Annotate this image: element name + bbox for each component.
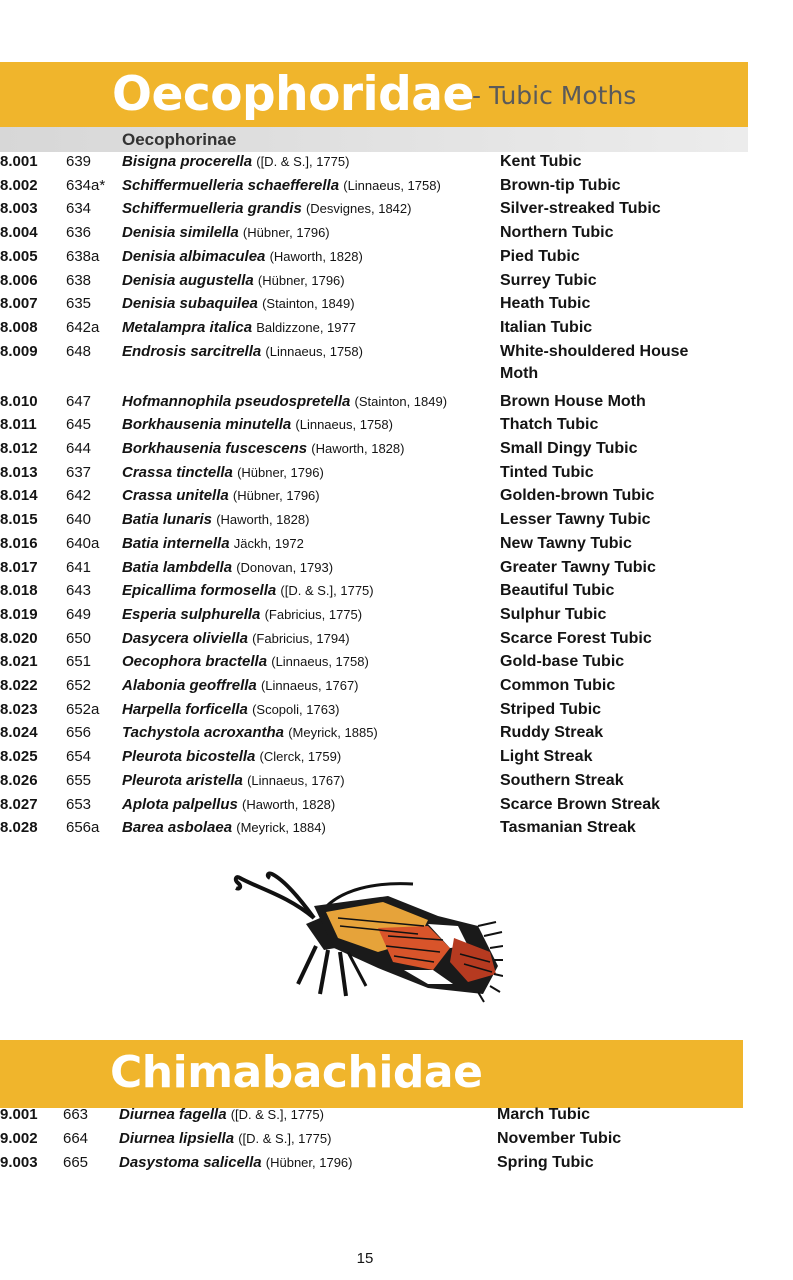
- common-name: Ruddy Streak: [500, 724, 604, 742]
- scientific-name: [122, 724, 378, 741]
- common-name: Scarce Brown Streak: [500, 795, 661, 813]
- old-number: 651: [66, 653, 92, 671]
- old-number: 655: [66, 771, 92, 789]
- common-name: Tasmanian Streak: [500, 819, 636, 837]
- checklist-number: 8.027: [0, 795, 38, 813]
- checklist-number: 8.007: [0, 295, 38, 313]
- species-row: [0, 272, 793, 296]
- species-author: (Linnaeus, 1758): [265, 343, 363, 359]
- scientific-name: [119, 1130, 331, 1147]
- common-name-continued: Moth: [500, 364, 539, 382]
- species-row: [0, 511, 793, 535]
- species-author: ([D. & S.], 1775): [280, 583, 374, 599]
- checklist-number: 8.020: [0, 629, 38, 647]
- species-author: (Desvignes, 1842): [305, 201, 412, 217]
- checklist-number: 8.011: [0, 416, 37, 434]
- old-number: 652a: [66, 700, 100, 718]
- common-name: Gold-base Tubic: [500, 653, 625, 671]
- common-name: Italian Tubic: [500, 318, 593, 336]
- old-number: 642a: [66, 318, 100, 336]
- species-row: [0, 319, 793, 343]
- species-author: (Linnaeus, 1758): [271, 654, 369, 670]
- species-row: [0, 1106, 793, 1130]
- scientific-name: [122, 319, 356, 336]
- species-row: [0, 224, 793, 248]
- subfamily-title: Oecophorinae: [122, 130, 237, 149]
- species-name: Batia lambdella: [122, 558, 233, 576]
- species-name: Harpella forficella: [122, 700, 248, 718]
- scientific-name: [122, 343, 363, 360]
- old-number: 649: [66, 605, 92, 623]
- checklist-number: 8.010: [0, 392, 38, 410]
- species-author: (Linnaeus, 1767): [247, 772, 345, 788]
- species-row: [0, 748, 793, 772]
- scientific-name: [122, 701, 340, 718]
- scientific-name: [122, 464, 324, 481]
- common-name: Silver-streaked Tubic: [500, 200, 661, 218]
- checklist-number: 8.018: [0, 582, 38, 600]
- species-author: Jäckh, 1972: [233, 535, 304, 551]
- old-number: 643: [66, 582, 92, 600]
- common-name: White-shouldered House: [500, 342, 689, 360]
- family-title: Oecophoridae: [112, 67, 474, 122]
- species-name: Crassa unitella: [122, 487, 229, 505]
- subfamily-header-band: [0, 127, 748, 152]
- common-name: Light Streak: [500, 748, 593, 766]
- species-row: [0, 796, 793, 820]
- species-row: [0, 1154, 793, 1178]
- species-row: [0, 295, 793, 319]
- common-name: November Tubic: [497, 1130, 622, 1147]
- species-author: (Haworth, 1828): [216, 512, 310, 528]
- species-name: Alabonia geoffrella: [122, 677, 257, 694]
- species-name: Pleurota aristella: [122, 771, 243, 789]
- old-number: 652: [66, 677, 92, 694]
- species-name: Oecophora bractella: [122, 653, 268, 671]
- checklist-number: 8.009: [0, 342, 38, 360]
- checklist-number: 8.023: [0, 700, 38, 718]
- checklist-number: 8.022: [0, 677, 38, 694]
- species-name: Denisia augustella: [122, 271, 254, 289]
- species-author: (Meyrick, 1885): [288, 725, 378, 741]
- common-name: March Tubic: [497, 1106, 591, 1123]
- checklist-number: 8.002: [0, 176, 38, 194]
- species-row: [0, 177, 793, 201]
- species-name: Pleurota bicostella: [122, 748, 256, 766]
- species-author: (Haworth, 1828): [311, 441, 405, 456]
- old-number: 664: [63, 1130, 89, 1147]
- species-name: Hofmannophila pseudospretella: [122, 392, 351, 410]
- scientific-name: [122, 772, 345, 789]
- old-number: 640a: [66, 534, 100, 552]
- species-name: Diurnea lipsiella: [119, 1130, 235, 1147]
- old-number: 656: [66, 724, 92, 742]
- species-author: (Fabricius, 1794): [252, 630, 350, 646]
- checklist-number: 8.026: [0, 771, 38, 789]
- checklist-number: 8.028: [0, 819, 38, 837]
- family-title: Chimabachidae: [110, 1047, 483, 1098]
- species-name: Epicallima formosella: [122, 582, 277, 600]
- checklist-number: 8.004: [0, 224, 38, 242]
- checklist-number: 8.015: [0, 511, 38, 529]
- species-row: [0, 653, 793, 677]
- species-author: ([D. & S.], 1775): [230, 1107, 324, 1122]
- species-name: Dasystoma salicella: [119, 1154, 262, 1171]
- species-author: (Fabricius, 1775): [264, 606, 363, 622]
- common-name: Pied Tubic: [500, 247, 580, 265]
- scientific-name: [119, 1106, 324, 1123]
- scientific-name: [122, 295, 355, 312]
- checklist-number: 9.003: [0, 1154, 38, 1171]
- checklist-number: 8.021: [0, 653, 38, 671]
- species-author: (Hübner, 1796): [242, 225, 330, 241]
- old-number: 642: [66, 487, 92, 505]
- checklist-number: 9.001: [0, 1106, 38, 1123]
- species-name: Batia internella: [122, 534, 230, 552]
- species-name: Schiffermuelleria schaefferella: [122, 176, 340, 194]
- scientific-name: [122, 416, 393, 433]
- species-name: Bisigna procerella: [122, 153, 253, 170]
- common-name: Golden-brown Tubic: [500, 487, 655, 505]
- species-author: (Scopoli, 1763): [252, 701, 340, 717]
- species-author: (Clerck, 1759): [259, 749, 342, 765]
- old-number: 635: [66, 295, 92, 313]
- species-row: [0, 440, 793, 464]
- old-number: 637: [66, 463, 92, 481]
- scientific-name: [122, 224, 330, 241]
- checklist-number: 8.013: [0, 463, 38, 481]
- scientific-name: [122, 487, 320, 504]
- species-row: [0, 582, 793, 606]
- species-row: [0, 393, 793, 417]
- common-name: Striped Tubic: [500, 700, 602, 718]
- species-row: [0, 677, 793, 701]
- species-author: (Linnaeus, 1758): [343, 177, 441, 193]
- old-number: 634a*: [66, 176, 106, 194]
- old-number: 641: [66, 558, 92, 576]
- species-author: (Stainton, 1849): [354, 393, 448, 409]
- old-number: 656a: [66, 819, 100, 837]
- species-name: Diurnea fagella: [119, 1106, 227, 1123]
- old-number: 645: [66, 416, 92, 434]
- moth-illustration: [228, 866, 503, 1006]
- common-name: Northern Tubic: [500, 224, 614, 242]
- scientific-name: [122, 153, 349, 170]
- scientific-name: [122, 440, 404, 457]
- species-name: Schiffermuelleria grandis: [122, 200, 302, 218]
- species-author: (Hübner, 1796): [257, 272, 345, 288]
- checklist-number: 8.019: [0, 605, 38, 623]
- species-author: (Hübner, 1796): [265, 1155, 353, 1170]
- species-name: Aplota palpellus: [122, 795, 238, 813]
- old-number: 654: [66, 748, 92, 766]
- species-name: Tachystola acroxantha: [122, 724, 285, 742]
- old-number: 636: [66, 224, 92, 242]
- scientific-name: [122, 796, 335, 813]
- species-name: Esperia sulphurella: [122, 605, 261, 623]
- checklist-number: 8.008: [0, 318, 38, 336]
- scientific-name: [122, 559, 333, 576]
- species-author: (Stainton, 1849): [262, 296, 355, 312]
- common-name: Kent Tubic: [500, 153, 582, 170]
- species-row: [0, 342, 793, 382]
- old-number: 653: [66, 795, 92, 813]
- checklist-number: 8.016: [0, 534, 38, 552]
- scientific-name: [119, 1154, 353, 1171]
- checklist-number: 9.002: [0, 1130, 38, 1147]
- species-row: [0, 200, 793, 224]
- species-row: [0, 724, 793, 748]
- species-row: [0, 535, 793, 559]
- old-number: 650: [66, 629, 92, 647]
- species-row: [0, 487, 793, 511]
- species-name: Metalampra italica: [122, 318, 253, 336]
- common-name: Surrey Tubic: [500, 271, 597, 289]
- old-number: 640: [66, 511, 92, 529]
- common-name: Thatch Tubic: [500, 416, 599, 434]
- common-name: Scarce Forest Tubic: [500, 629, 652, 647]
- species-author: ([D. & S.], 1775): [256, 154, 350, 169]
- species-row: [0, 606, 793, 630]
- species-name: Barea asbolaea: [122, 819, 233, 837]
- scientific-name: [122, 819, 326, 836]
- common-name: Small Dingy Tubic: [500, 440, 638, 457]
- common-name: Brown House Moth: [500, 392, 646, 410]
- species-author: ([D. & S.], 1775): [238, 1131, 332, 1146]
- checklist-number: 8.005: [0, 247, 38, 265]
- common-name: New Tawny Tubic: [500, 534, 632, 552]
- checklist-number: 8.024: [0, 724, 38, 742]
- common-name: Southern Streak: [500, 771, 624, 789]
- species-name: Denisia subaquilea: [122, 295, 258, 313]
- scientific-name: [122, 677, 359, 694]
- scientific-name: [122, 606, 362, 623]
- species-author: (Meyrick, 1884): [236, 820, 326, 836]
- old-number: 634: [66, 200, 92, 218]
- common-name: Spring Tubic: [497, 1154, 594, 1171]
- common-name: Lesser Tawny Tubic: [500, 511, 651, 529]
- checklist-number: 8.001: [0, 153, 38, 170]
- species-author: (Linnaeus, 1758): [295, 417, 393, 433]
- species-name: Borkhausenia minutella: [122, 416, 292, 434]
- species-row: [0, 248, 793, 272]
- old-number: 638a: [66, 247, 100, 265]
- species-row: [0, 819, 793, 843]
- common-name: Greater Tawny Tubic: [500, 558, 656, 576]
- scientific-name: [122, 272, 345, 289]
- checklist-number: 8.025: [0, 748, 38, 766]
- family-subtitle: - Tubic Moths: [472, 81, 637, 110]
- species-name: Endrosis sarcitrella: [122, 342, 262, 360]
- species-row: [0, 559, 793, 583]
- species-author: (Linnaeus, 1767): [260, 678, 359, 693]
- scientific-name: [122, 630, 350, 647]
- species-author: (Haworth, 1828): [269, 248, 363, 264]
- common-name: Common Tubic: [500, 677, 616, 694]
- species-row: [0, 416, 793, 440]
- old-number: 663: [63, 1106, 89, 1123]
- common-name: Brown-tip Tubic: [500, 176, 621, 194]
- checklist-number: 8.003: [0, 200, 38, 218]
- checklist-number: 8.012: [0, 440, 38, 457]
- species-row: [0, 772, 793, 796]
- scientific-name: [122, 535, 304, 552]
- species-name: Dasycera oliviella: [122, 629, 248, 647]
- species-row: [0, 1130, 793, 1154]
- old-number: 648: [66, 342, 92, 360]
- species-author: (Hübner, 1796): [232, 488, 320, 504]
- old-number: 665: [63, 1154, 89, 1171]
- species-name: Crassa tinctella: [122, 463, 233, 481]
- scientific-name: [122, 200, 411, 217]
- common-name: Heath Tubic: [500, 295, 591, 313]
- scientific-name: [122, 582, 374, 599]
- old-number: 644: [66, 440, 92, 457]
- species-author: (Donovan, 1793): [236, 559, 334, 575]
- species-row: [0, 701, 793, 725]
- checklist-number: 8.006: [0, 271, 38, 289]
- scientific-name: [122, 511, 309, 528]
- species-name: Batia lunaris: [122, 511, 213, 529]
- species-row: [0, 630, 793, 654]
- common-name: Beautiful Tubic: [500, 582, 615, 600]
- old-number: 647: [66, 392, 92, 410]
- scientific-name: [122, 748, 341, 765]
- old-number: 638: [66, 271, 92, 289]
- species-name: Borkhausenia fuscescens: [122, 440, 308, 457]
- scientific-name: [122, 653, 369, 670]
- checklist-number: 8.014: [0, 487, 38, 505]
- species-author: (Hübner, 1796): [237, 464, 324, 480]
- old-number: 639: [66, 153, 92, 170]
- scientific-name: [122, 177, 441, 194]
- species-row: [0, 153, 793, 177]
- species-name: Denisia albimaculea: [122, 247, 266, 265]
- common-name: Tinted Tubic: [500, 463, 594, 481]
- species-row: [0, 464, 793, 488]
- species-author: (Haworth, 1828): [242, 796, 336, 812]
- checklist-number: 8.017: [0, 558, 38, 576]
- scientific-name: [122, 248, 363, 265]
- common-name: Sulphur Tubic: [500, 605, 607, 623]
- species-author: Baldizzone, 1977: [256, 319, 356, 335]
- species-name: Denisia similella: [122, 224, 239, 242]
- page-number: 15: [356, 1250, 374, 1267]
- scientific-name: [122, 393, 447, 410]
